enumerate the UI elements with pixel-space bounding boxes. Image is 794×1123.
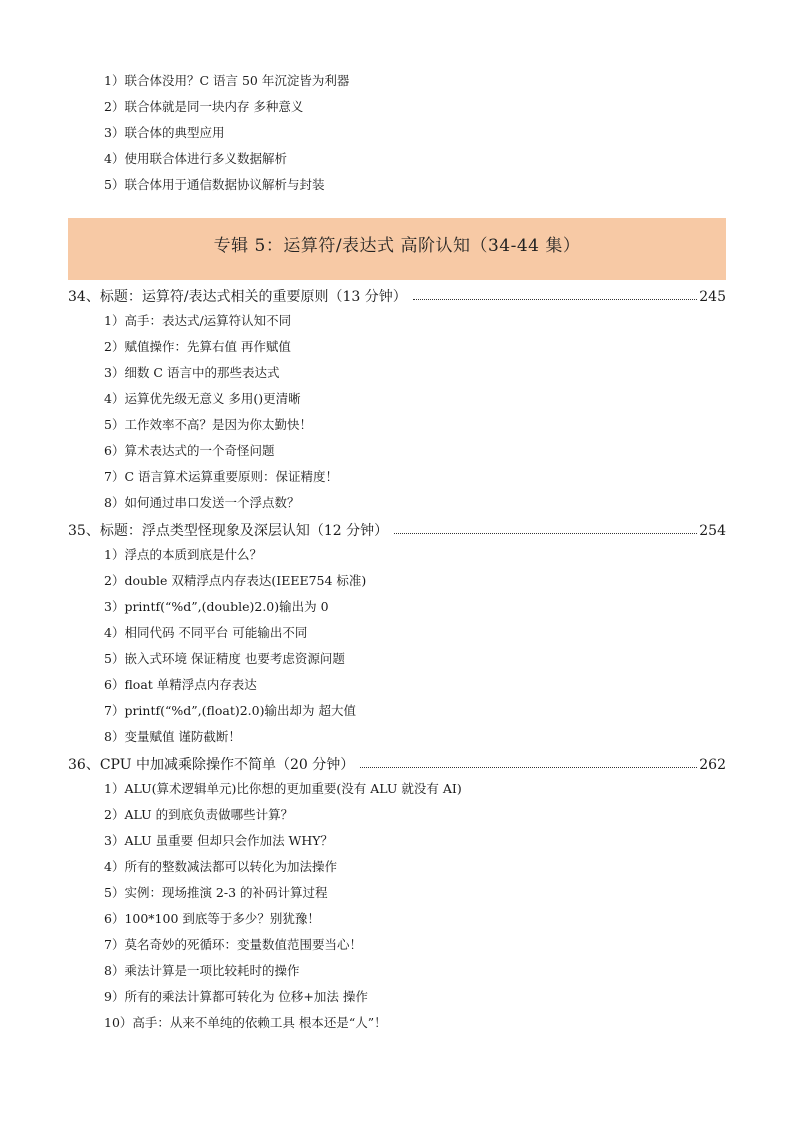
dot-leader (360, 767, 697, 768)
toc-subitem: 5）实例：现场推演 2-3 的补码计算过程 (104, 885, 328, 900)
album-banner (68, 218, 726, 280)
toc-subitem: 6）100*100 到底等于多少？别犹豫！ (104, 911, 320, 926)
toc-subitem: 4）相同代码 不同平台 可能输出不同 (104, 625, 308, 640)
toc-subitem: 5）工作效率不高？是因为你太勤快！ (104, 417, 312, 432)
toc-entry-title: 36、CPU 中加减乘除操作不简单（20 分钟） (68, 757, 355, 773)
toc-subitem: 2）ALU 的到底负责做哪些计算？ (104, 807, 294, 822)
toc-subitem: 1）浮点的本质到底是什么？ (104, 547, 262, 562)
dot-leader (394, 533, 697, 534)
toc-subitem: 4）运算优先级无意义 多用()更清晰 (104, 391, 301, 406)
intro-item-2: 2）联合体就是同一块内存 多种意义 (104, 99, 304, 114)
intro-item-1: 1）联合体没用？C 语言 50 年沉淀皆为利器 (104, 73, 350, 88)
toc-subitem: 7）C 语言算术运算重要原则：保证精度！ (104, 469, 338, 484)
toc-entry-page-number: 245 (699, 289, 726, 305)
toc-entry-page-number: 254 (699, 523, 726, 539)
toc-subitem: 5）嵌入式环境 保证精度 也要考虑资源问题 (104, 651, 345, 666)
toc-entry-title: 35、标题：浮点类型怪现象及深层认知（12 分钟） (68, 523, 389, 539)
toc-subitem: 9）所有的乘法计算都可转化为 位移+加法 操作 (104, 989, 368, 1004)
intro-item-3: 3）联合体的典型应用 (104, 125, 225, 140)
toc-subitem: 3）细数 C 语言中的那些表达式 (104, 365, 280, 380)
toc-entry-title: 34、标题：运算符/表达式相关的重要原则（13 分钟） (68, 289, 407, 305)
dot-leader (413, 299, 697, 300)
toc-subitem: 3）ALU 虽重要 但却只会作加法 WHY？ (104, 833, 334, 848)
intro-item-5: 5）联合体用于通信数据协议解析与封装 (104, 177, 325, 192)
toc-subitem: 6）float 单精浮点内存表达 (104, 677, 257, 692)
toc-entry-34[interactable] (68, 286, 726, 304)
toc-subitem: 8）如何通过串口发送一个浮点数？ (104, 495, 300, 510)
toc-subitem: 10）高手：从来不单纯的依赖工具 根本还是“人”！ (104, 1015, 387, 1030)
toc-subitem: 2）赋值操作：先算右值 再作赋值 (104, 339, 291, 354)
toc-subitem: 1）ALU(算术逻辑单元)比你想的更加重要(没有 ALU 就没有 AI) (104, 781, 462, 796)
toc-entry-36[interactable] (68, 754, 726, 772)
toc-subitem: 2）double 双精浮点内存表达(IEEE754 标准) (104, 573, 367, 588)
toc-subitem: 3）printf(“%d”,(double)2.0)输出为 0 (104, 599, 329, 614)
toc-subitem: 7）莫名奇妙的死循环：变量数值范围要当心！ (104, 937, 362, 952)
toc-entry-35[interactable] (68, 520, 726, 538)
album-banner-title: 专辑 5：运算符/表达式 高阶认知（34-44 集） (213, 236, 581, 256)
intro-item-4: 4）使用联合体进行多义数据解析 (104, 151, 287, 166)
toc-subitem: 7）printf(“%d”,(float)2.0)输出却为 超大值 (104, 703, 356, 718)
toc-subitem: 8）变量赋值 谨防截断！ (104, 729, 241, 744)
toc-subitem: 4）所有的整数减法都可以转化为加法操作 (104, 859, 337, 874)
toc-entry-page-number: 262 (699, 757, 726, 773)
toc-subitem: 8）乘法计算是一项比较耗时的操作 (104, 963, 300, 978)
toc-subitem: 6）算术表达式的一个奇怪问题 (104, 443, 275, 458)
toc-subitem: 1）高手：表达式/运算符认知不同 (104, 313, 292, 328)
